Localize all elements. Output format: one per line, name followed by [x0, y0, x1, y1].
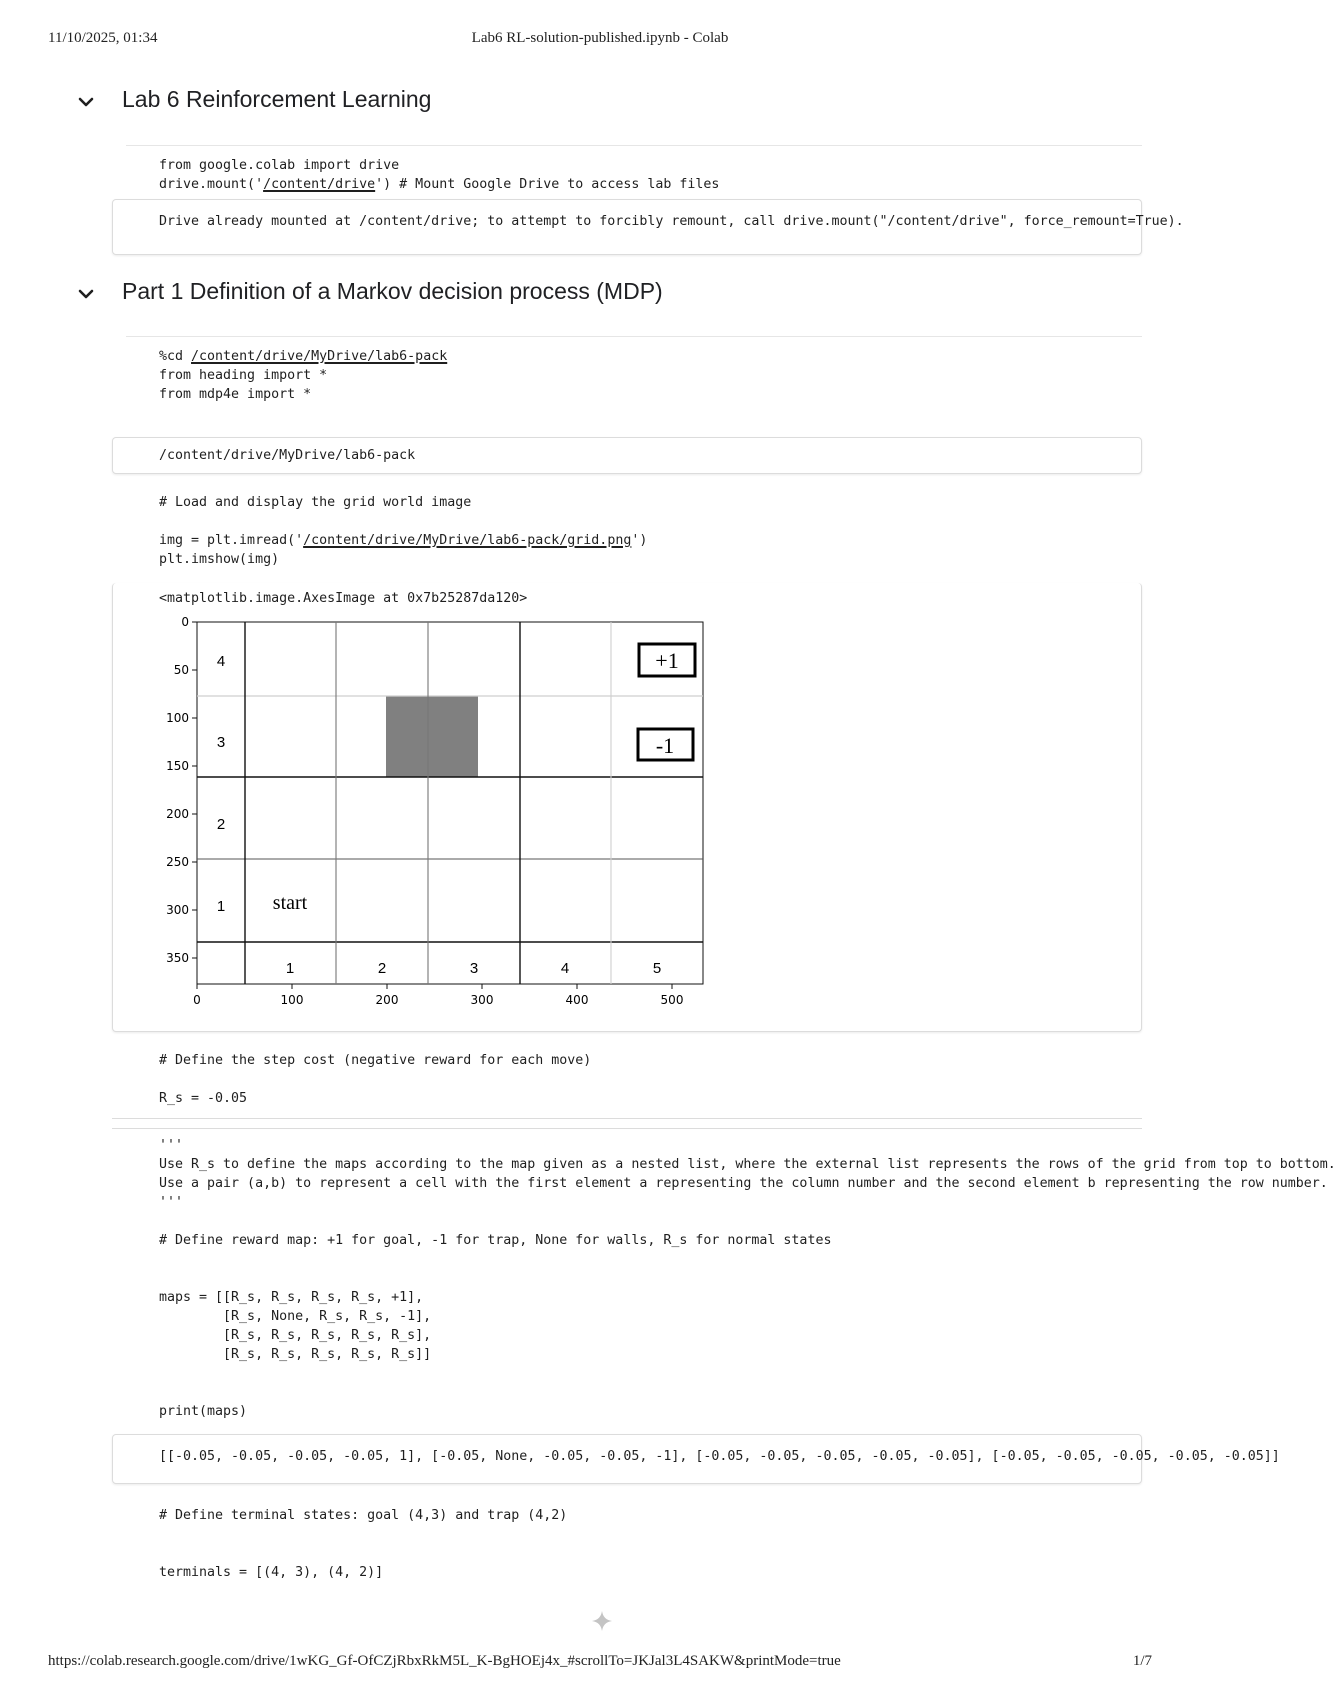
- path-link[interactable]: /content/drive: [263, 177, 376, 192]
- code-cell-imshow[interactable]: [112, 490, 1142, 1032]
- code-line: from google.colab import drive: [159, 158, 400, 173]
- x-tick-label: 500: [660, 993, 684, 1007]
- y-tick-label: 350: [166, 951, 189, 965]
- wall-cell: [386, 696, 478, 777]
- x-tick-label: 200: [375, 993, 399, 1007]
- output-text: Drive already mounted at /content/drive; to attempt to forcibly remount, call drive.mount("/content/drive", force_remount=True).: [159, 214, 1184, 229]
- code-block[interactable]: [159, 347, 1136, 404]
- path-link[interactable]: /content/drive/MyDrive/lab6-pack/grid.png: [303, 533, 632, 548]
- code-line: Use a pair (a,b) to represent a cell with the first element a representing the column number and the second element b representing the row number.: [159, 1176, 1328, 1191]
- code-cell-maps[interactable]: [112, 1132, 1336, 1484]
- code-line: terminals = [(4, 3), (4, 2)]: [159, 1565, 384, 1580]
- page-number: 1/7: [1132, 1653, 1152, 1669]
- code-line: [R_s, R_s, R_s, R_s, R_s],: [159, 1328, 432, 1343]
- code-line: [R_s, R_s, R_s, R_s, R_s]]: [159, 1347, 432, 1362]
- col-label: 4: [560, 960, 570, 977]
- y-tick-label: 200: [166, 807, 189, 821]
- code-line: print(maps): [159, 1404, 248, 1419]
- code-line: [R_s, None, R_s, R_s, -1],: [159, 1309, 432, 1324]
- print-url: https://colab.research.google.com/drive/1wKG_Gf-OfCZjRbxRkM5L_K-BgHOEj4x_#scrollTo=JKJal3L4SAKW&printMode=true: [48, 1653, 841, 1669]
- plot-frame: [197, 622, 703, 984]
- y-tick-label: 250: [166, 855, 189, 869]
- start-label: start: [272, 892, 308, 914]
- code-line: plt.imshow(img): [159, 552, 280, 567]
- x-tick-label: 0: [193, 993, 201, 1007]
- y-tick-label: 100: [166, 711, 189, 725]
- code-line: maps = [[R_s, R_s, R_s, R_s, +1],: [159, 1290, 424, 1305]
- code-line: Use R_s to define the maps according to the map given as a nested list, where the external list represents the rows of the grid from top to bottom.: [159, 1157, 1336, 1172]
- trap-label: -1: [655, 733, 675, 758]
- y-tick-label: 150: [166, 759, 189, 773]
- y-tick-label: 50: [173, 663, 189, 677]
- code-comment: # Load and display the grid world image: [159, 495, 472, 510]
- cell-output: [112, 583, 1142, 1032]
- code-block[interactable]: [159, 493, 1136, 569]
- code-line: %cd: [159, 349, 192, 364]
- cell-output: [112, 199, 1184, 255]
- divider: [126, 336, 1142, 337]
- code-block[interactable]: [159, 1506, 1136, 1582]
- row-label: 3: [216, 734, 226, 751]
- x-tick-label: 400: [565, 993, 589, 1007]
- y-tick-label: 300: [166, 903, 189, 917]
- print-footer: [48, 1653, 1152, 1673]
- code-cell-step-cost[interactable]: [112, 1048, 1142, 1118]
- code-cell-mount[interactable]: [112, 150, 1184, 255]
- x-tick-label: 300: [470, 993, 494, 1007]
- code-block[interactable]: [159, 1051, 1136, 1108]
- col-label: 3: [469, 960, 479, 977]
- col-label: 5: [652, 960, 662, 977]
- chevron-down-icon[interactable]: [76, 92, 96, 112]
- cell-output: [112, 1434, 1280, 1484]
- output-text: /content/drive/MyDrive/lab6-pack: [159, 448, 416, 463]
- divider: [112, 1128, 1142, 1129]
- col-label: 2: [377, 960, 387, 977]
- code-comment: # Define the step cost (negative reward for each move): [159, 1053, 592, 1068]
- output-text: [[-0.05, -0.05, -0.05, -0.05, 1], [-0.05, None, -0.05, -0.05, -1], [-0.05, -0.05, -0.05, -0.05, -0.05], [-0.05, -0.05, -0.05, -0.05, -0.05]]: [159, 1449, 1280, 1464]
- path-link[interactable]: /content/drive/MyDrive/lab6-pack: [191, 349, 448, 364]
- col-label: 1: [285, 960, 295, 977]
- code-line: drive.mount(': [159, 177, 264, 192]
- code-line: ''': [159, 1195, 184, 1210]
- row-label: 2: [216, 816, 226, 833]
- code-line: # Define reward map: +1 for goal, -1 for trap, None for walls, R_s for normal states: [159, 1233, 832, 1248]
- section-title: Part 1 Definition of a Markov decision process (MDP): [122, 278, 663, 304]
- code-cell-cd[interactable]: [112, 340, 1142, 474]
- print-header: [48, 30, 1152, 50]
- code-line: from heading import *: [159, 368, 328, 383]
- chevron-down-icon[interactable]: [76, 284, 96, 304]
- code-line: ''': [159, 1138, 184, 1153]
- code-line: '): [631, 533, 648, 548]
- divider: [112, 1118, 1142, 1119]
- print-datetime: 11/10/2025, 01:34: [48, 30, 158, 46]
- section-title: Lab 6 Reinforcement Learning: [122, 86, 432, 112]
- code-block[interactable]: [159, 1136, 1336, 1421]
- code-comment: # Define terminal states: goal (4,3) and trap (4,2): [159, 1508, 568, 1523]
- code-cell-terminals[interactable]: [112, 1503, 1142, 1593]
- y-tick-label: 0: [181, 615, 189, 629]
- code-line: R_s = -0.05: [159, 1091, 248, 1106]
- code-line: img = plt.imread(': [159, 533, 304, 548]
- row-label: 1: [216, 898, 226, 915]
- output-text: <matplotlib.image.AxesImage at 0x7b25287da120>: [159, 591, 528, 606]
- goal-label: +1: [655, 648, 679, 673]
- code-line: from mdp4e import *: [159, 387, 312, 402]
- print-title: Lab6 RL-solution-published.ipynb - Colab: [471, 30, 729, 46]
- code-line: ') # Mount Google Drive to access lab files: [375, 177, 720, 192]
- divider: [126, 145, 1142, 146]
- row-label: 4: [216, 653, 226, 670]
- code-block[interactable]: [159, 156, 1136, 194]
- grid-world-plot: [153, 615, 713, 1021]
- sparkle-icon[interactable]: [591, 1610, 613, 1632]
- x-tick-label: 100: [280, 993, 304, 1007]
- cell-output: [112, 437, 1142, 474]
